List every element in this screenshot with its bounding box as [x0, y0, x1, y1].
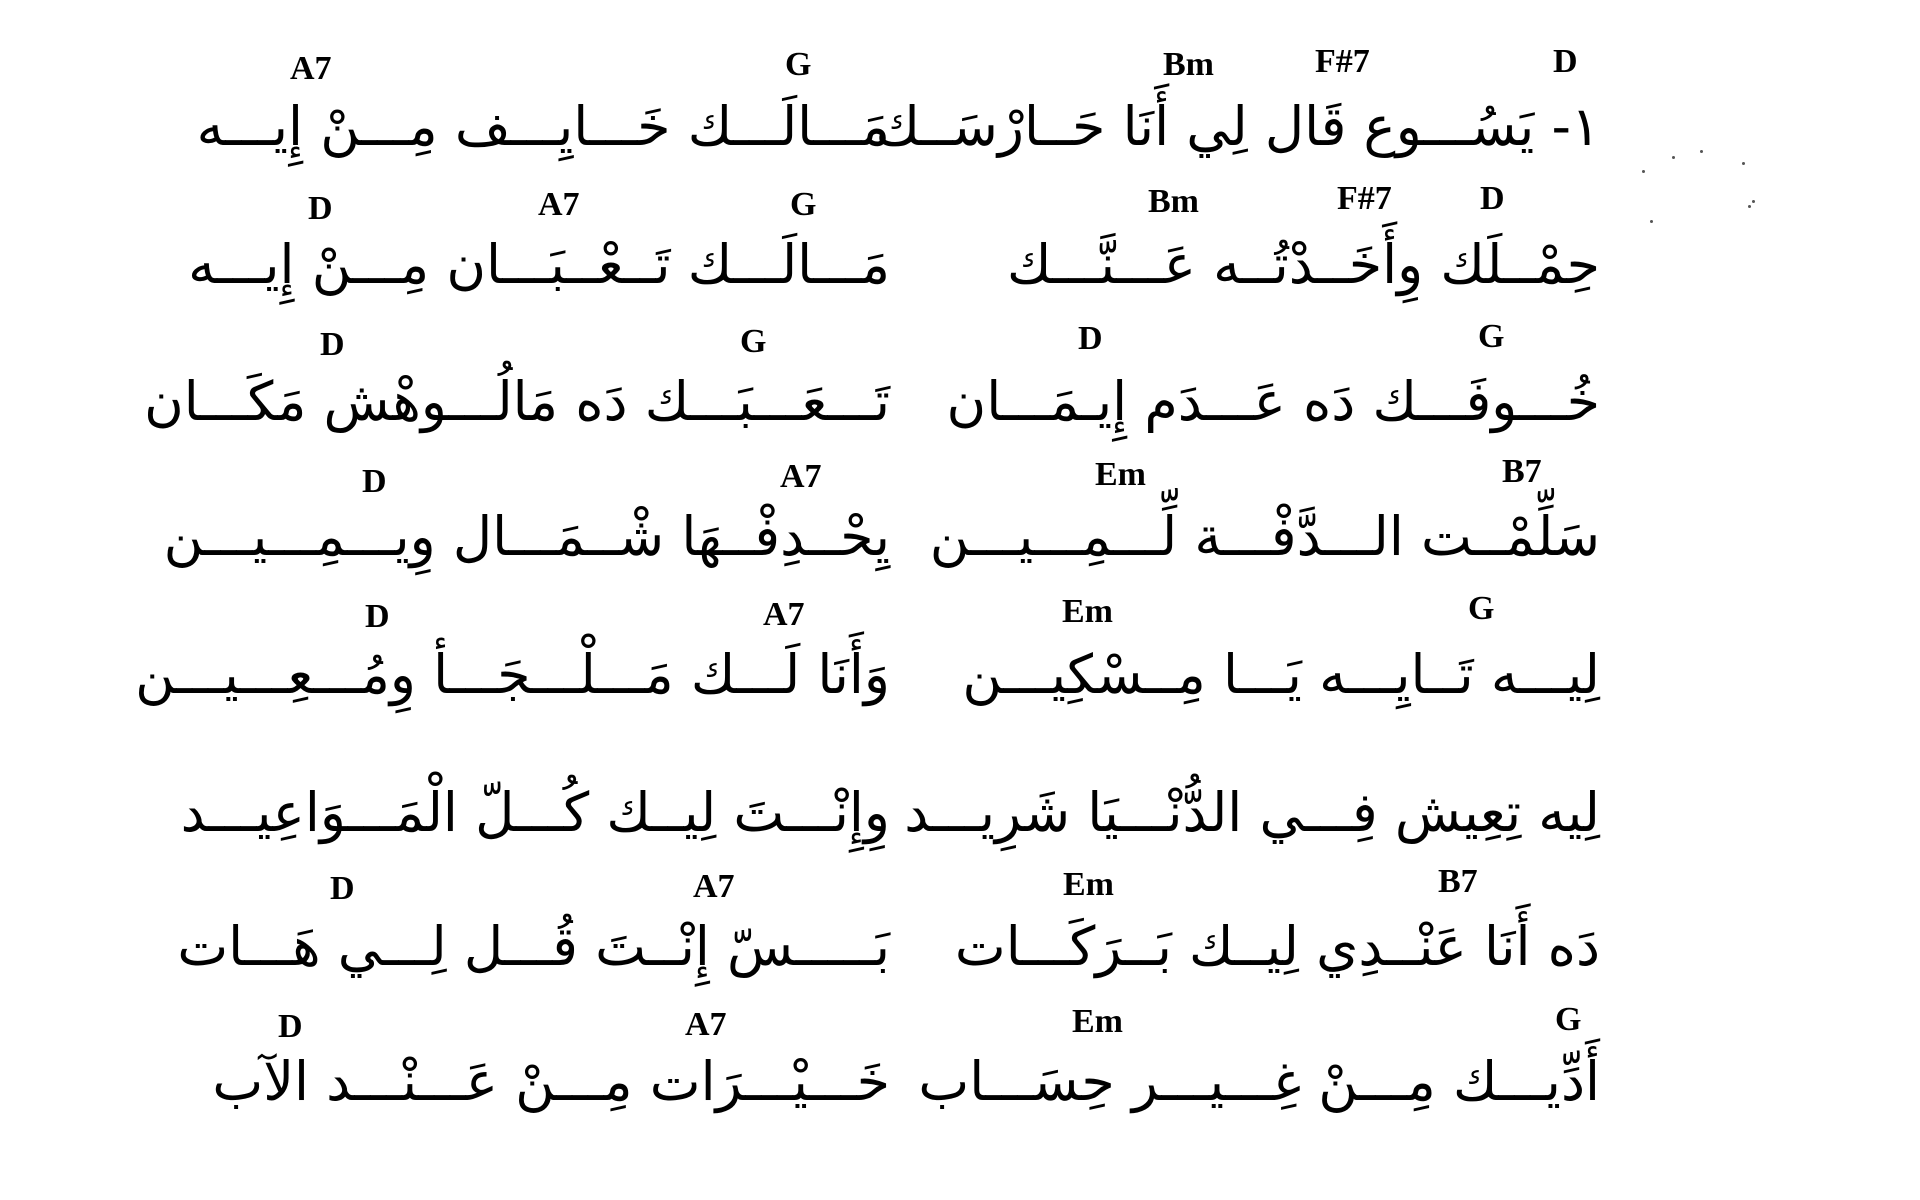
chord-label: F#7 [1315, 43, 1370, 80]
chord-label: G [1468, 590, 1495, 627]
chord-label: G [1478, 318, 1505, 355]
chord-label: D [330, 870, 355, 907]
chord-label: Em [1063, 866, 1114, 903]
lyric-line-left: وِإِنْـــتَ لِيــك كُـــلّ الْمَـــوَاعِيـــد [180, 781, 890, 844]
chord-label: G [1555, 1001, 1582, 1038]
chord-label: F#7 [1337, 180, 1392, 217]
chord-label: A7 [780, 458, 822, 495]
chord-label: B7 [1502, 453, 1542, 490]
scan-speck [1672, 156, 1675, 159]
chord-label: D [365, 598, 390, 635]
scan-speck [1752, 200, 1755, 203]
chord-label: Bm [1163, 46, 1214, 83]
lyric-line-right: لِيـــه تَــايِـــه يَـــا مِــسْكِيـــن [962, 643, 1600, 706]
chord-label: A7 [290, 50, 332, 87]
chord-label: D [1553, 43, 1578, 80]
chord-label: Em [1072, 1003, 1123, 1040]
scan-speck [1748, 205, 1751, 208]
scan-speck [1650, 220, 1653, 223]
chord-label: B7 [1438, 863, 1478, 900]
lyric-line-right: لِيه تِعِيش فِـــي الدُّنْـــيَا شَرِيـــد [904, 781, 1600, 844]
lyric-line-left: تَـــعَـــبَـــك دَه مَالُـــوهْش مَكَـــان [144, 370, 890, 433]
scan-speck [1642, 170, 1645, 173]
chord-label: D [308, 190, 333, 227]
chord-label: A7 [685, 1006, 727, 1043]
lyric-line-right: ١- يَسُـــوع قَال لِي أَنَا حَــارْسَــك [875, 95, 1600, 158]
lyric-line-left: بَـــــسّ إِنْــتَ قُـــل لِـــي هَـــات [177, 915, 890, 978]
lyric-line-left: يِحْــدِفْــهَا شْــمَـــال وِيـــمِـــيـــن [163, 505, 890, 568]
scan-speck [1700, 150, 1703, 153]
lyric-line-right: خُـــوفَـــك دَه عَـــدَم إِيـمَـــان [946, 370, 1600, 433]
chord-label: D [278, 1008, 303, 1045]
lyric-line-right: حِمْــلَك وِأَخَــدْتُــه عَـــنَّـــك [1007, 233, 1600, 296]
chord-label: A7 [538, 186, 580, 223]
chord-label: Em [1062, 593, 1113, 630]
lyric-line-left: وَأَنَا لَـــك مَـــلْـــجَـــأ وِمُـــعِـــيـــن [135, 643, 890, 706]
lyric-line-right: سَلِّمْــت الـــدَّفْـــة لِّـــمِـــيـــن [929, 505, 1600, 568]
lyric-line-left: مَـــالَـــك خَـــايِـــف مِـــنْ إِيـــه [196, 95, 890, 158]
scan-speck [1742, 162, 1745, 165]
lyric-line-right: أَدِّيـــك مِـــنْ غِـــيـــر حِسَـــاب [918, 1050, 1600, 1113]
chord-label: G [790, 186, 817, 223]
lyric-line-right: دَه أَنَا عَنْــدِي لِيــك بَــرَكَـــات [954, 915, 1600, 978]
chord-label: D [1078, 320, 1103, 357]
chord-label: G [740, 323, 767, 360]
chord-label: A7 [693, 868, 735, 905]
chord-label: G [785, 46, 812, 83]
chord-label: D [362, 463, 387, 500]
chord-label: D [320, 326, 345, 363]
lyric-line-left: مَـــالَـــك تَــعْــبَـــان مِـــنْ إِيـــه [188, 233, 890, 296]
chord-label: A7 [763, 596, 805, 633]
chord-label: D [1480, 180, 1505, 217]
lyric-line-left: خَـــيْـــرَات مِـــنْ عَـــنْـــد الآب [212, 1050, 890, 1113]
chord-label: Bm [1148, 183, 1199, 220]
chord-label: Em [1095, 456, 1146, 493]
